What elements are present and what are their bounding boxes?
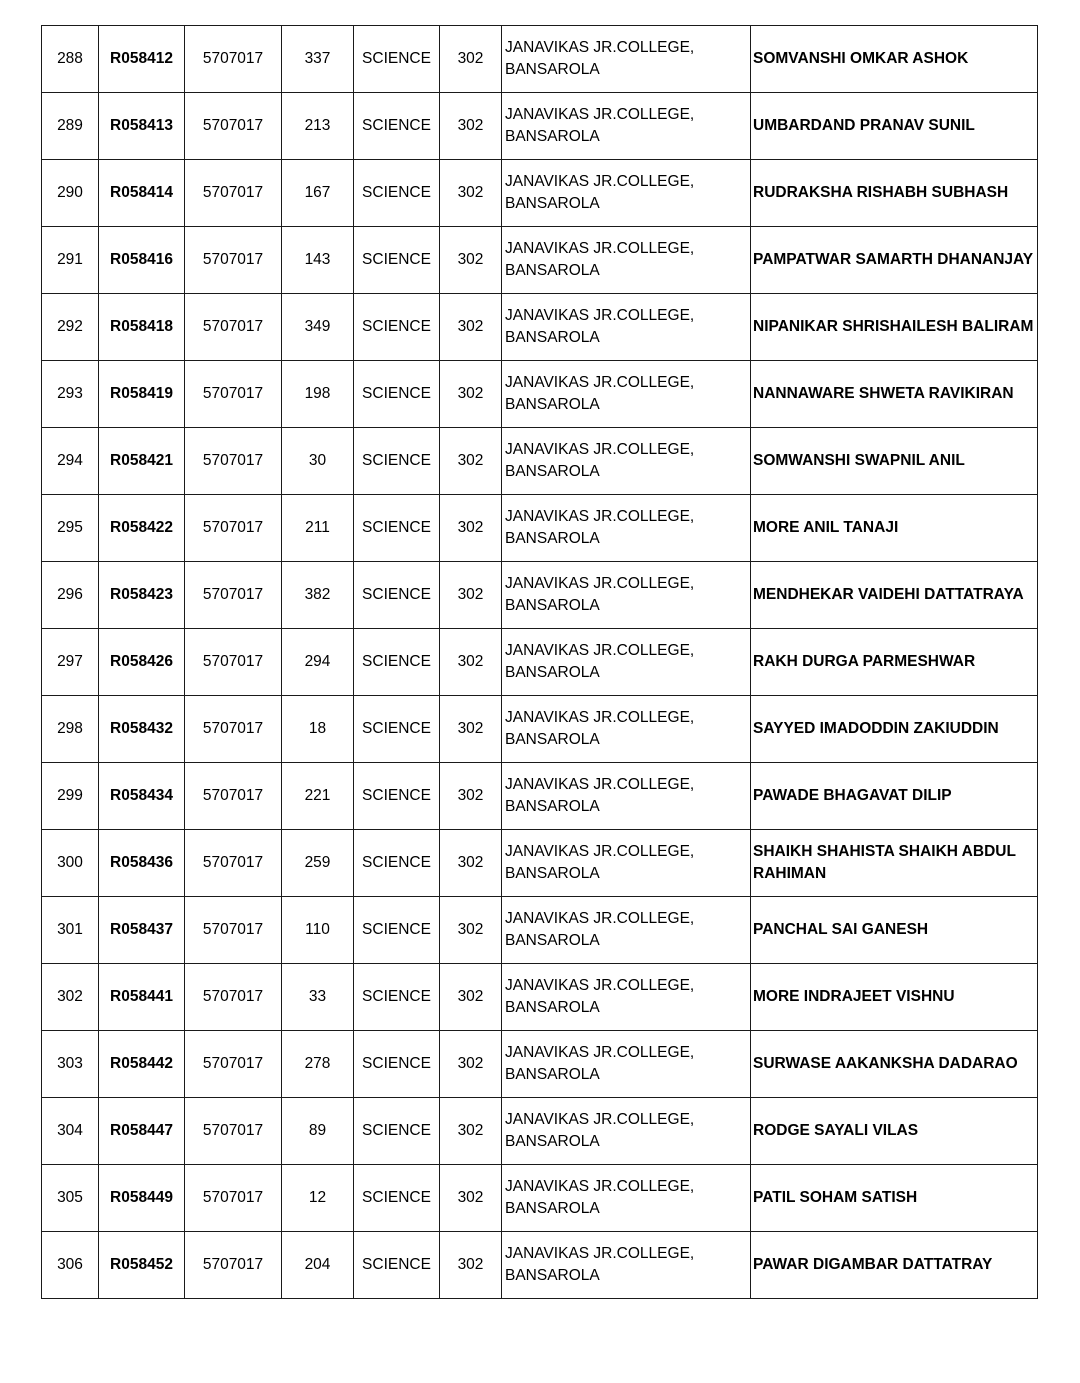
application-number-cell: R058436	[99, 830, 185, 897]
serial-number-cell: 305	[42, 1165, 99, 1232]
student-name-cell: SHAIKH SHAHISTA SHAIKH ABDUL RAHIMAN	[751, 830, 1038, 897]
seat-number-cell: 198	[282, 361, 354, 428]
application-number-cell: R058449	[99, 1165, 185, 1232]
college-name-line-2: BANSAROLA	[505, 396, 600, 413]
center-code-cell: 5707017	[185, 830, 282, 897]
college-name-line-1: JANAVIKAS JR.COLLEGE,	[505, 575, 695, 592]
serial-number-cell: 303	[42, 1031, 99, 1098]
serial-number-cell: 306	[42, 1232, 99, 1299]
student-name-cell: RUDRAKSHA RISHABH SUBHASH	[751, 160, 1038, 227]
stream-cell: SCIENCE	[354, 160, 440, 227]
stream-cell: SCIENCE	[354, 696, 440, 763]
college-name-line-1: JANAVIKAS JR.COLLEGE,	[505, 776, 695, 793]
serial-number-cell: 297	[42, 629, 99, 696]
college-name-line-1: JANAVIKAS JR.COLLEGE,	[505, 307, 695, 324]
serial-number-cell: 300	[42, 830, 99, 897]
application-number-cell: R058416	[99, 227, 185, 294]
seat-number-cell: 167	[282, 160, 354, 227]
college-name-cell	[502, 629, 751, 696]
college-name-line-2: BANSAROLA	[505, 262, 600, 279]
seat-number-cell: 349	[282, 294, 354, 361]
student-name-cell: NANNAWARE SHWETA RAVIKIRAN	[751, 361, 1038, 428]
seat-number-cell: 221	[282, 763, 354, 830]
student-name-cell: PAMPATWAR SAMARTH DHANANJAY	[751, 227, 1038, 294]
serial-number-cell: 290	[42, 160, 99, 227]
serial-number-cell: 299	[42, 763, 99, 830]
center-code-cell: 5707017	[185, 1165, 282, 1232]
college-name-line-2: BANSAROLA	[505, 329, 600, 346]
college-name-line-2: BANSAROLA	[505, 61, 600, 78]
application-number-cell: R058441	[99, 964, 185, 1031]
table-row	[42, 361, 1038, 428]
serial-number-cell: 293	[42, 361, 99, 428]
student-name-cell: SURWASE AAKANKSHA DADARAO	[751, 1031, 1038, 1098]
college-name-line-1: JANAVIKAS JR.COLLEGE,	[505, 843, 695, 860]
seat-number-cell: 110	[282, 897, 354, 964]
application-number-cell: R058413	[99, 93, 185, 160]
stream-cell: SCIENCE	[354, 93, 440, 160]
college-name-line-2: BANSAROLA	[505, 932, 600, 949]
stream-cell: SCIENCE	[354, 964, 440, 1031]
college-name-line-1: JANAVIKAS JR.COLLEGE,	[505, 642, 695, 659]
college-name-line-1: JANAVIKAS JR.COLLEGE,	[505, 441, 695, 458]
serial-number-cell: 288	[42, 26, 99, 93]
college-code-cell: 302	[440, 897, 502, 964]
application-number-cell: R058452	[99, 1232, 185, 1299]
seat-number-cell: 259	[282, 830, 354, 897]
seat-number-cell: 30	[282, 428, 354, 495]
serial-number-cell: 296	[42, 562, 99, 629]
student-name-cell: SOMVANSHI OMKAR ASHOK	[751, 26, 1038, 93]
student-name-cell: RODGE SAYALI VILAS	[751, 1098, 1038, 1165]
college-name-line-1: JANAVIKAS JR.COLLEGE,	[505, 106, 695, 123]
college-name-line-2: BANSAROLA	[505, 664, 600, 681]
seat-number-cell: 213	[282, 93, 354, 160]
stream-cell: SCIENCE	[354, 1098, 440, 1165]
college-name-line-2: BANSAROLA	[505, 1267, 600, 1284]
center-code-cell: 5707017	[185, 897, 282, 964]
center-code-cell: 5707017	[185, 227, 282, 294]
student-name-cell: PAWAR DIGAMBAR DATTATRAY	[751, 1232, 1038, 1299]
center-code-cell: 5707017	[185, 160, 282, 227]
table-row	[42, 1098, 1038, 1165]
table-row	[42, 1031, 1038, 1098]
center-code-cell: 5707017	[185, 1098, 282, 1165]
seat-number-cell: 89	[282, 1098, 354, 1165]
seat-number-cell: 204	[282, 1232, 354, 1299]
seat-number-cell: 382	[282, 562, 354, 629]
table-row	[42, 897, 1038, 964]
table-row	[42, 428, 1038, 495]
student-name-cell: MENDHEKAR VAIDEHI DATTATRAYA	[751, 562, 1038, 629]
application-number-cell: R058447	[99, 1098, 185, 1165]
center-code-cell: 5707017	[185, 629, 282, 696]
table-row	[42, 629, 1038, 696]
college-name-line-1: JANAVIKAS JR.COLLEGE,	[505, 709, 695, 726]
college-name-cell	[502, 1031, 751, 1098]
center-code-cell: 5707017	[185, 562, 282, 629]
application-number-cell: R058414	[99, 160, 185, 227]
stream-cell: SCIENCE	[354, 227, 440, 294]
center-code-cell: 5707017	[185, 428, 282, 495]
application-number-cell: R058412	[99, 26, 185, 93]
college-name-cell	[502, 964, 751, 1031]
college-code-cell: 302	[440, 964, 502, 1031]
table-row	[42, 696, 1038, 763]
college-name-line-1: JANAVIKAS JR.COLLEGE,	[505, 374, 695, 391]
center-code-cell: 5707017	[185, 495, 282, 562]
table-row	[42, 26, 1038, 93]
stream-cell: SCIENCE	[354, 361, 440, 428]
college-name-line-2: BANSAROLA	[505, 1066, 600, 1083]
stream-cell: SCIENCE	[354, 294, 440, 361]
serial-number-cell: 289	[42, 93, 99, 160]
table-row	[42, 1165, 1038, 1232]
serial-number-cell: 291	[42, 227, 99, 294]
application-number-cell: R058442	[99, 1031, 185, 1098]
seat-number-cell: 278	[282, 1031, 354, 1098]
student-name-cell: MORE INDRAJEET VISHNU	[751, 964, 1038, 1031]
stream-cell: SCIENCE	[354, 897, 440, 964]
student-name-cell: UMBARDAND PRANAV SUNIL	[751, 93, 1038, 160]
table-body	[42, 26, 1038, 1299]
student-name-cell: SAYYED IMADODDIN ZAKIUDDIN	[751, 696, 1038, 763]
college-name-line-2: BANSAROLA	[505, 865, 600, 882]
table-row	[42, 160, 1038, 227]
college-name-cell	[502, 696, 751, 763]
college-code-cell: 302	[440, 763, 502, 830]
student-name-cell: RAKH DURGA PARMESHWAR	[751, 629, 1038, 696]
table-row	[42, 562, 1038, 629]
college-name-cell	[502, 763, 751, 830]
college-code-cell: 302	[440, 160, 502, 227]
stream-cell: SCIENCE	[354, 629, 440, 696]
college-code-cell: 302	[440, 1232, 502, 1299]
college-code-cell: 302	[440, 361, 502, 428]
college-name-line-1: JANAVIKAS JR.COLLEGE,	[505, 173, 695, 190]
student-name-cell: PAWADE BHAGAVAT DILIP	[751, 763, 1038, 830]
college-name-cell	[502, 361, 751, 428]
college-name-line-2: BANSAROLA	[505, 731, 600, 748]
college-code-cell: 302	[440, 227, 502, 294]
table-row	[42, 495, 1038, 562]
student-list-table	[41, 25, 1038, 1299]
college-name-cell	[502, 93, 751, 160]
college-name-cell	[502, 1165, 751, 1232]
stream-cell: SCIENCE	[354, 562, 440, 629]
college-name-line-1: JANAVIKAS JR.COLLEGE,	[505, 240, 695, 257]
college-code-cell: 302	[440, 495, 502, 562]
stream-cell: SCIENCE	[354, 763, 440, 830]
center-code-cell: 5707017	[185, 763, 282, 830]
college-code-cell: 302	[440, 26, 502, 93]
college-name-line-1: JANAVIKAS JR.COLLEGE,	[505, 977, 695, 994]
center-code-cell: 5707017	[185, 361, 282, 428]
college-name-line-2: BANSAROLA	[505, 530, 600, 547]
student-name-cell: PANCHAL SAI GANESH	[751, 897, 1038, 964]
college-name-line-1: JANAVIKAS JR.COLLEGE,	[505, 1111, 695, 1128]
stream-cell: SCIENCE	[354, 1232, 440, 1299]
college-name-line-2: BANSAROLA	[505, 195, 600, 212]
college-code-cell: 302	[440, 830, 502, 897]
college-code-cell: 302	[440, 562, 502, 629]
table-row	[42, 227, 1038, 294]
serial-number-cell: 294	[42, 428, 99, 495]
table-row	[42, 93, 1038, 160]
center-code-cell: 5707017	[185, 26, 282, 93]
student-name-cell: MORE ANIL TANAJI	[751, 495, 1038, 562]
center-code-cell: 5707017	[185, 964, 282, 1031]
stream-cell: SCIENCE	[354, 1165, 440, 1232]
college-code-cell: 302	[440, 1165, 502, 1232]
college-name-line-2: BANSAROLA	[505, 463, 600, 480]
application-number-cell: R058419	[99, 361, 185, 428]
college-code-cell: 302	[440, 696, 502, 763]
college-name-cell	[502, 160, 751, 227]
table-row	[42, 294, 1038, 361]
center-code-cell: 5707017	[185, 1031, 282, 1098]
college-name-cell	[502, 1232, 751, 1299]
application-number-cell: R058421	[99, 428, 185, 495]
application-number-cell: R058437	[99, 897, 185, 964]
college-name-cell	[502, 294, 751, 361]
college-name-line-2: BANSAROLA	[505, 1200, 600, 1217]
seat-number-cell: 143	[282, 227, 354, 294]
seat-number-cell: 18	[282, 696, 354, 763]
application-number-cell: R058434	[99, 763, 185, 830]
seat-number-cell: 12	[282, 1165, 354, 1232]
student-name-cell: NIPANIKAR SHRISHAILESH BALIRAM	[751, 294, 1038, 361]
center-code-cell: 5707017	[185, 294, 282, 361]
college-name-cell	[502, 26, 751, 93]
college-name-line-1: JANAVIKAS JR.COLLEGE,	[505, 910, 695, 927]
serial-number-cell: 301	[42, 897, 99, 964]
stream-cell: SCIENCE	[354, 428, 440, 495]
table-row	[42, 1232, 1038, 1299]
college-name-cell	[502, 562, 751, 629]
college-name-line-1: JANAVIKAS JR.COLLEGE,	[505, 1245, 695, 1262]
college-name-line-1: JANAVIKAS JR.COLLEGE,	[505, 1178, 695, 1195]
seat-number-cell: 294	[282, 629, 354, 696]
student-name-cell: SOMWANSHI SWAPNIL ANIL	[751, 428, 1038, 495]
table-row	[42, 763, 1038, 830]
center-code-cell: 5707017	[185, 1232, 282, 1299]
application-number-cell: R058422	[99, 495, 185, 562]
serial-number-cell: 295	[42, 495, 99, 562]
seat-number-cell: 337	[282, 26, 354, 93]
college-name-line-2: BANSAROLA	[505, 128, 600, 145]
college-code-cell: 302	[440, 1098, 502, 1165]
college-name-cell	[502, 830, 751, 897]
college-name-line-1: JANAVIKAS JR.COLLEGE,	[505, 39, 695, 56]
college-name-line-1: JANAVIKAS JR.COLLEGE,	[505, 1044, 695, 1061]
college-name-cell	[502, 897, 751, 964]
table-row	[42, 964, 1038, 1031]
college-code-cell: 302	[440, 629, 502, 696]
college-code-cell: 302	[440, 93, 502, 160]
college-name-line-2: BANSAROLA	[505, 597, 600, 614]
stream-cell: SCIENCE	[354, 1031, 440, 1098]
serial-number-cell: 302	[42, 964, 99, 1031]
center-code-cell: 5707017	[185, 696, 282, 763]
seat-number-cell: 211	[282, 495, 354, 562]
college-name-cell	[502, 1098, 751, 1165]
college-code-cell: 302	[440, 1031, 502, 1098]
stream-cell: SCIENCE	[354, 26, 440, 93]
application-number-cell: R058418	[99, 294, 185, 361]
college-name-cell	[502, 428, 751, 495]
stream-cell: SCIENCE	[354, 495, 440, 562]
college-name-line-2: BANSAROLA	[505, 798, 600, 815]
serial-number-cell: 292	[42, 294, 99, 361]
college-code-cell: 302	[440, 294, 502, 361]
college-name-line-2: BANSAROLA	[505, 999, 600, 1016]
seat-number-cell: 33	[282, 964, 354, 1031]
application-number-cell: R058426	[99, 629, 185, 696]
stream-cell: SCIENCE	[354, 830, 440, 897]
application-number-cell: R058432	[99, 696, 185, 763]
college-name-line-2: BANSAROLA	[505, 1133, 600, 1150]
serial-number-cell: 298	[42, 696, 99, 763]
student-name-cell: PATIL SOHAM SATISH	[751, 1165, 1038, 1232]
center-code-cell: 5707017	[185, 93, 282, 160]
college-name-cell	[502, 227, 751, 294]
college-name-cell	[502, 495, 751, 562]
table-row	[42, 830, 1038, 897]
application-number-cell: R058423	[99, 562, 185, 629]
serial-number-cell: 304	[42, 1098, 99, 1165]
college-name-line-1: JANAVIKAS JR.COLLEGE,	[505, 508, 695, 525]
college-code-cell: 302	[440, 428, 502, 495]
